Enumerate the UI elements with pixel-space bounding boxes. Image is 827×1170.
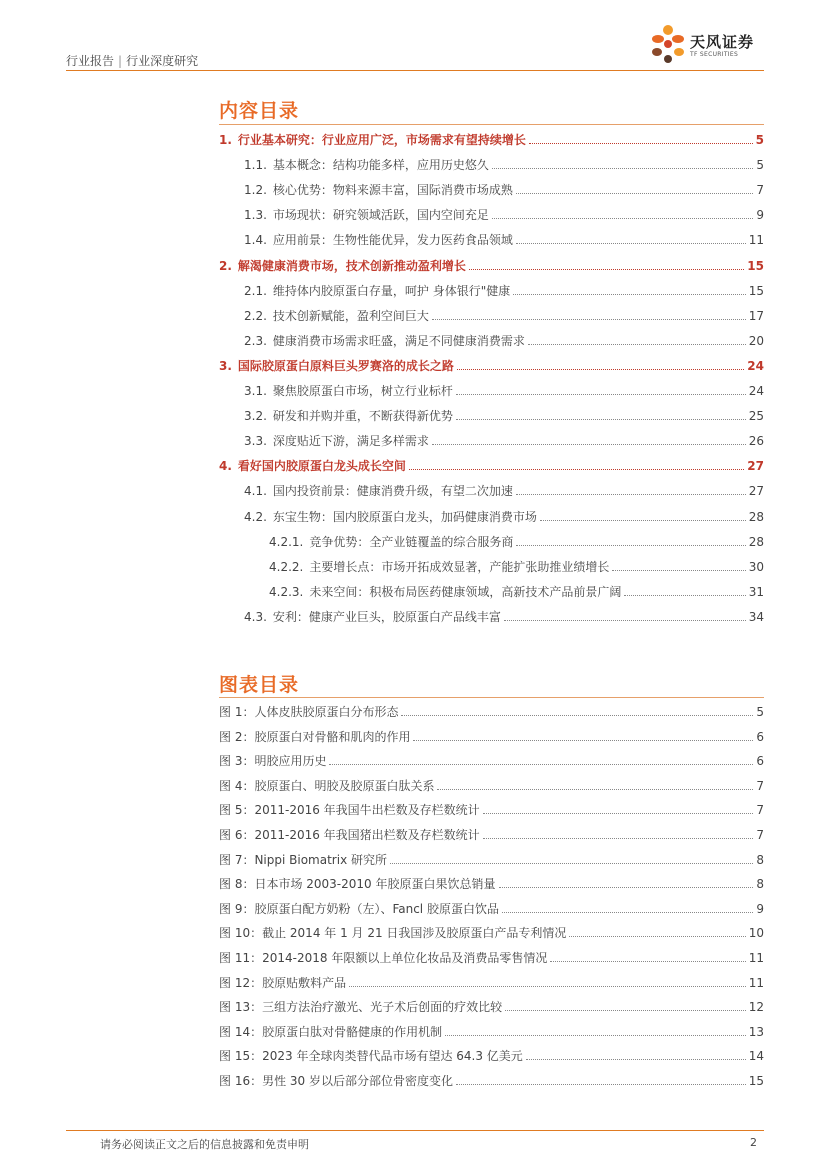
- toc-entry-page: 5: [755, 133, 764, 147]
- figure-entry-text: 2011-2016 年我国猪出栏数及存栏数统计: [254, 828, 480, 842]
- header-breadcrumb: [66, 52, 198, 69]
- toc-entry-text: 主要增长点：市场开拓成效显著，产能扩张助推业绩增长: [309, 559, 610, 574]
- toc-entry-text: 未来空间：积极布局医药健康领域，高新技术产品前景广阔: [309, 584, 622, 599]
- toc-entry-page: 20: [748, 333, 764, 348]
- toc-entry-text: 安利：健康产业巨头，胶原蛋白产品线丰富: [272, 609, 501, 624]
- toc-dot-leader: [528, 343, 746, 345]
- toc-title: 内容目录: [219, 100, 300, 122]
- toc-entry-page: 9: [756, 208, 764, 223]
- figure-entry-page: 13: [748, 1024, 764, 1039]
- toc-entry-page: 27: [748, 484, 764, 499]
- figure-dot-leader: [550, 960, 745, 962]
- company-logo: [648, 22, 768, 68]
- figure-entry-page: 10: [748, 926, 764, 941]
- toc-entry-text: 聚焦胶原蛋白市场，树立行业标杆: [272, 384, 453, 398]
- toc-entry-level2[interactable]: [244, 605, 764, 625]
- figure-dot-leader: [413, 739, 753, 741]
- toc-entry-level2[interactable]: [244, 203, 764, 223]
- toc-entry-level3[interactable]: [269, 580, 764, 600]
- toc-entry-label: [244, 333, 525, 349]
- figure-entry[interactable]: [219, 1069, 764, 1089]
- toc-dot-leader: [492, 167, 753, 169]
- toc-entry-level1[interactable]: [219, 454, 764, 474]
- figure-entry-label: 图 14：: [219, 1024, 263, 1039]
- toc-entry-level1[interactable]: [219, 354, 764, 374]
- figure-dot-leader: [456, 1083, 746, 1085]
- toc-dot-leader: [516, 544, 745, 546]
- toc-entry-level2[interactable]: [244, 404, 764, 424]
- figure-entry-text: 2023 年全球肉类替代品市场有望达 64.3 亿美元: [262, 1049, 523, 1064]
- figure-dot-leader: [505, 1009, 746, 1011]
- toc-entry-number: 4.2.3.: [269, 584, 304, 599]
- toc-entry-label: [269, 534, 513, 550]
- toc-entry-number: 4.1.: [244, 484, 267, 499]
- logo-text-en: TF SECURITIES: [690, 51, 739, 58]
- toc-dot-leader: [516, 192, 753, 194]
- footer-divider: [66, 1130, 764, 1131]
- toc-entry-text: 应用前景：生物性能优异，发力医药食品领域: [272, 233, 513, 248]
- toc-entry-label: [244, 609, 501, 625]
- toc-entry-level2[interactable]: [244, 153, 764, 173]
- toc-entry-number: 3.3.: [244, 434, 267, 449]
- figure-entry-label: 图 2：: [219, 729, 255, 744]
- figure-entry[interactable]: [219, 995, 764, 1015]
- toc-dot-leader: [409, 468, 744, 470]
- figure-entry[interactable]: [219, 1020, 764, 1040]
- figure-entry[interactable]: [219, 971, 764, 991]
- toc-entry-label: [244, 207, 489, 223]
- toc-entry-label: [269, 559, 609, 575]
- figure-entry-text: 2014-2018 年限额以上单位化妆品及消费品零售情况: [262, 951, 548, 965]
- toc-entry-level2[interactable]: [244, 429, 764, 449]
- toc-dot-leader: [432, 443, 746, 445]
- figure-dot-leader: [349, 985, 746, 987]
- figure-dot-leader: [483, 812, 754, 814]
- figure-entry-label: 图 3：: [219, 754, 255, 769]
- figure-entry-text: 三组方法治疗激光、光子术后创面的疗效比较: [262, 1000, 503, 1015]
- toc-dot-leader: [624, 594, 745, 596]
- toc-entry-number: 1.2.: [244, 183, 267, 198]
- figure-dot-leader: [401, 714, 753, 716]
- header-separator: |: [118, 54, 123, 68]
- figure-entry-text: 2011-2016 年我国牛出栏数及存栏数统计: [254, 803, 480, 818]
- toc-entry-level2[interactable]: [244, 228, 764, 248]
- toc-entry-page: 26: [748, 434, 764, 449]
- toc-entry-text: 东宝生物：国内胶原蛋白龙头，加码健康消费市场: [272, 509, 537, 524]
- toc-entry-label: [244, 157, 489, 173]
- figure-entry-page: 8: [756, 852, 764, 867]
- figure-entry-label: 图 9：: [219, 901, 255, 916]
- page-number: 2: [750, 1136, 757, 1149]
- figure-entry-label: 图 15：: [219, 1049, 263, 1064]
- toc-entry-level1[interactable]: [219, 128, 764, 148]
- toc-dot-leader: [492, 217, 753, 219]
- figure-dot-leader: [483, 837, 754, 839]
- toc-entry-label: [244, 483, 513, 499]
- toc-entry-number: 1.1.: [244, 158, 267, 173]
- toc-dot-leader: [516, 493, 746, 495]
- toc-entry-label: [244, 509, 537, 525]
- toc-dot-leader: [513, 293, 745, 295]
- toc-entry-page: 28: [748, 509, 764, 524]
- figure-entry-text: 胶原蛋白配方奶粉（左）、Fancl 胶原蛋白饮品: [254, 901, 499, 916]
- figure-entry-label: 图 16：: [219, 1074, 263, 1088]
- toc-entry-page: 24: [747, 358, 764, 373]
- toc-entry-level2[interactable]: [244, 479, 764, 499]
- figure-entry-page: 7: [756, 828, 764, 842]
- figure-entry-text: 胶原蛋白、明胶及胶原蛋白肽关系: [254, 778, 435, 793]
- toc-list: [219, 128, 764, 628]
- toc-entry-page: 15: [747, 258, 764, 273]
- toc-entry-number: 4.2.: [244, 509, 267, 524]
- toc-entry-number: 4.2.2.: [269, 559, 304, 574]
- toc-dot-leader: [457, 368, 744, 370]
- toc-entry-number: 4.3.: [244, 609, 267, 624]
- toc-entry-level2[interactable]: [244, 379, 764, 399]
- toc-entry-text: 技术创新赋能，盈利空间巨大: [272, 308, 429, 323]
- toc-entry-text: 核心优势：物料来源丰富，国际消费市场成熟: [272, 183, 513, 198]
- toc-entry-page: 31: [748, 584, 764, 599]
- toc-entry-page: 30: [748, 559, 764, 574]
- figure-dot-leader: [445, 1034, 746, 1036]
- toc-entry-number: 2.3.: [244, 333, 267, 348]
- toc-entry-level2[interactable]: [244, 304, 764, 324]
- toc-dot-leader: [529, 142, 753, 144]
- toc-entry-number: 4.: [219, 459, 232, 474]
- toc-entry-number: 1.: [219, 133, 232, 147]
- figure-dot-leader: [437, 788, 753, 790]
- toc-entry-number: 2.2.: [244, 308, 267, 323]
- figure-entry-page: 11: [748, 975, 764, 990]
- figure-entry-text: 胶原蛋白对骨骼和肌肉的作用: [254, 729, 411, 744]
- toc-dot-leader: [432, 318, 746, 320]
- toc-entry-number: 1.3.: [244, 208, 267, 223]
- toc-entry-text: 维持体内胶原蛋白存量，呵护 身体银行"健康: [272, 283, 511, 298]
- figure-entry-label: 图 8：: [219, 877, 255, 892]
- figure-dot-leader: [526, 1058, 746, 1060]
- figure-entry[interactable]: [219, 848, 764, 868]
- toc-entry-level2[interactable]: [244, 505, 764, 525]
- toc-entry-text: 市场现状：研究领域活跃，国内空间充足: [272, 208, 489, 223]
- toc-entry-page: 28: [748, 534, 764, 549]
- figures-list: [219, 700, 764, 1100]
- header-divider: [66, 70, 764, 71]
- figure-entry-text: 胶原蛋白肽对骨骼健康的作用机制: [262, 1024, 443, 1039]
- toc-dot-leader: [456, 418, 746, 420]
- figures-title: 图表目录: [219, 674, 300, 696]
- header-subcategory: 行业深度研究: [126, 54, 199, 68]
- toc-entry-text: 解渴健康消费市场，技术创新推动盈利增长: [237, 258, 466, 273]
- toc-entry-page: 5: [756, 158, 764, 173]
- toc-entry-page: 27: [747, 459, 764, 474]
- toc-entry-label: [269, 584, 621, 600]
- toc-entry-number: 4.2.1.: [269, 534, 304, 549]
- toc-entry-page: 15: [748, 283, 764, 298]
- toc-entry-label: [244, 383, 453, 399]
- figure-entry-page: 5: [756, 705, 764, 719]
- flower-logo-icon: [648, 22, 688, 68]
- figure-entry[interactable]: [219, 897, 764, 917]
- toc-entry-text: 竞争优势：全产业链覆盖的综合服务商: [309, 534, 514, 549]
- toc-entry-label: [244, 408, 453, 424]
- figure-entry-page: 6: [756, 754, 764, 769]
- toc-entry-text: 健康消费市场需求旺盛，满足不同健康消费需求: [272, 333, 525, 348]
- toc-entry-label: [244, 283, 510, 299]
- toc-entry-level2[interactable]: [244, 329, 764, 349]
- footer-disclaimer: 请务必阅读正文之后的信息披露和免责申明: [100, 1138, 309, 1151]
- figure-entry-text: 男性 30 岁以后部分部位骨密度变化: [262, 1074, 453, 1088]
- toc-entry-page: 11: [748, 233, 764, 248]
- figure-entry-page: 11: [748, 951, 764, 965]
- figure-entry[interactable]: [219, 823, 764, 843]
- toc-entry-number: 2.: [219, 258, 232, 273]
- figures-title-underline: [219, 697, 764, 698]
- figure-entry[interactable]: [219, 749, 764, 769]
- figure-entry-page: 8: [756, 877, 764, 892]
- figure-entry[interactable]: [219, 700, 764, 720]
- toc-entry-level2[interactable]: [244, 178, 764, 198]
- figure-dot-leader: [329, 763, 753, 765]
- toc-entry-label: [244, 308, 429, 324]
- figure-entry[interactable]: [219, 798, 764, 818]
- figure-entry-page: 9: [756, 901, 764, 916]
- figure-entry-label: 图 6：: [219, 828, 255, 842]
- toc-entry-level2[interactable]: [244, 279, 764, 299]
- toc-entry-text: 基本概念：结构功能多样，应用历史悠久: [272, 158, 489, 173]
- toc-entry-text: 深度贴近下游，满足多样需求: [272, 434, 429, 449]
- toc-entry-number: 3.2.: [244, 409, 267, 424]
- figure-entry-page: 7: [756, 778, 764, 793]
- logo-text-cn: 天风证券: [690, 33, 755, 51]
- toc-entry-number: 1.4.: [244, 233, 267, 248]
- toc-entry-page: 7: [756, 183, 764, 198]
- figure-entry[interactable]: [219, 725, 764, 745]
- figure-entry[interactable]: [219, 946, 764, 966]
- figure-dot-leader: [502, 911, 753, 913]
- toc-title-underline: [219, 124, 764, 125]
- figure-entry-label: 图 13：: [219, 1000, 263, 1015]
- toc-entry-number: 3.: [219, 358, 232, 373]
- figure-entry[interactable]: [219, 872, 764, 892]
- toc-entry-text: 看好国内胶原蛋白龙头成长空间: [237, 459, 406, 474]
- toc-entry-label: [219, 132, 526, 148]
- figure-entry-text: Nippi Biomatrix 研究所: [254, 852, 387, 867]
- figure-entry-label: 图 12：: [219, 975, 263, 990]
- toc-entry-page: 34: [748, 609, 764, 624]
- figure-entry-page: 7: [756, 803, 764, 818]
- figure-entry[interactable]: [219, 774, 764, 794]
- figure-entry-page: 6: [756, 729, 764, 744]
- figure-dot-leader: [569, 935, 745, 937]
- figure-entry-page: 15: [748, 1074, 764, 1088]
- toc-entry-text: 国内投资前景：健康消费升级，有望二次加速: [272, 484, 513, 499]
- toc-entry-text: 国际胶原蛋白原料巨头罗赛洛的成长之路: [237, 358, 454, 373]
- figure-entry-text: 胶原贴敷料产品: [262, 975, 347, 990]
- toc-entry-label: [244, 433, 429, 449]
- toc-entry-number: 2.1.: [244, 283, 267, 298]
- toc-entry-label: [219, 458, 406, 474]
- figure-entry-label: 图 1：: [219, 705, 255, 719]
- figure-entry-text: 日本市场 2003-2010 年胶原蛋白果饮总销量: [254, 877, 496, 892]
- toc-entry-level3[interactable]: [269, 530, 764, 550]
- toc-entry-page: 17: [748, 308, 764, 323]
- toc-entry-text: 研发和并购并重，不断获得新优势: [272, 409, 453, 424]
- figure-entry[interactable]: [219, 921, 764, 941]
- toc-entry-label: [219, 258, 466, 274]
- toc-entry-label: [244, 232, 513, 248]
- figure-entry-label: 图 4：: [219, 778, 255, 793]
- toc-entry-page: 24: [748, 384, 764, 398]
- toc-entry-label: [244, 182, 513, 198]
- figure-entry-text: 截止 2014 年 1 月 21 日我国涉及胶原蛋白产品专利情况: [262, 926, 567, 941]
- figure-entry-label: 图 11：: [219, 951, 263, 965]
- toc-entry-label: [219, 358, 454, 374]
- toc-entry-text: 行业基本研究：行业应用广泛，市场需求有望持续增长: [237, 133, 526, 147]
- figure-entry-label: 图 10：: [219, 926, 263, 941]
- figure-entry-label: 图 5：: [219, 803, 255, 818]
- toc-entry-level3[interactable]: [269, 555, 764, 575]
- toc-dot-leader: [456, 393, 746, 395]
- figure-entry-page: 12: [748, 1000, 764, 1015]
- toc-dot-leader: [516, 242, 746, 244]
- header-category: 行业报告: [66, 54, 115, 68]
- toc-dot-leader: [504, 619, 746, 621]
- figure-entry-text: 明胶应用历史: [254, 754, 327, 769]
- toc-entry-level1[interactable]: [219, 254, 764, 274]
- figure-entry-label: 图 7：: [219, 852, 255, 867]
- toc-dot-leader: [612, 569, 745, 571]
- toc-entry-number: 3.1.: [244, 384, 267, 398]
- toc-entry-page: 25: [748, 409, 764, 424]
- figure-dot-leader: [390, 862, 753, 864]
- toc-dot-leader: [540, 519, 746, 521]
- figure-entry[interactable]: [219, 1044, 764, 1064]
- figure-entry-page: 14: [748, 1049, 764, 1064]
- figure-dot-leader: [499, 886, 754, 888]
- toc-dot-leader: [469, 268, 744, 270]
- figure-entry-text: 人体皮肤胶原蛋白分布形态: [254, 705, 399, 719]
